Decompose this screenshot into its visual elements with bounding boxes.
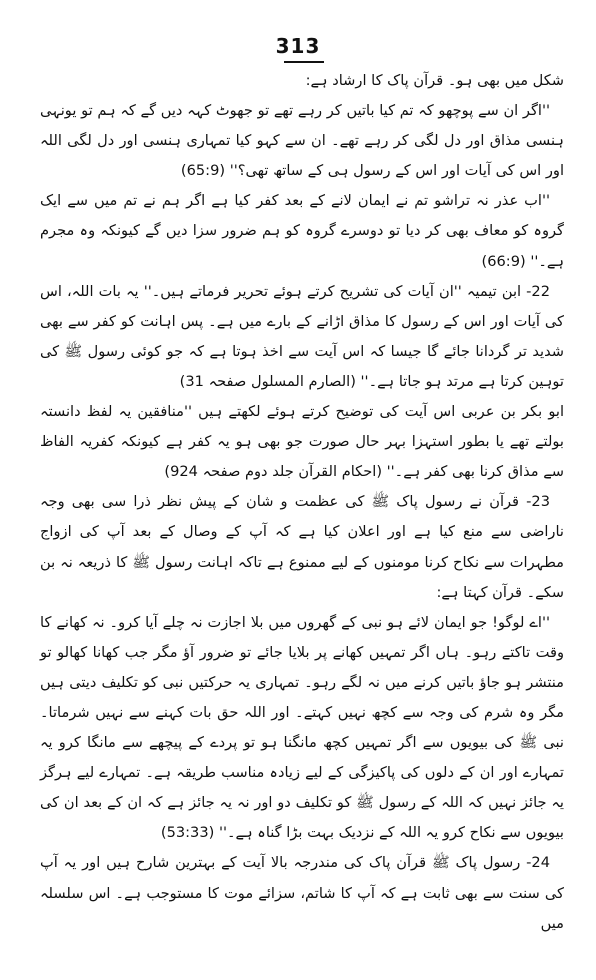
commentary-paragraph: ابو بکر بن عربی اس آیت کی توضیح کرتے ہوئے لکھتے ہیں ''منافقین یہ لفظ دانستہ بولتے تھے یا بطور استہزا بہر حال صورت جو بھی ہو یہ کفر ہے کیونکہ کفریہ الفاظ سے مذاق کرنا بھی کفر ہے۔'' (احکام القرآن جلد دوم صفحہ 924) xyxy=(40,403,564,481)
page-number-underline xyxy=(284,61,324,63)
intro-line: شکل میں بھی ہو۔ قرآن پاک کا ارشاد ہے: xyxy=(305,72,564,89)
page-number: 313 xyxy=(275,34,321,58)
numbered-paragraph-24: 24- رسول پاک ﷺ قرآن پاک کی مندرجہ بالا آیت کے بہترین شارح ہیں اور یہ آپ کی سنت سے بھی ثابت ہے کہ آپ کا شاتم، سزائے موت کا مستوجب ہے۔ اس سلسلہ میں xyxy=(40,854,564,932)
page-body xyxy=(40,66,564,939)
quran-quote-paragraph: ''اب عذر نہ تراشو تم نے ایمان لانے کے بعد کفر کیا ہے اگر ہم نے تم میں سے ایک گروہ کو معاف بھی کر دیا تو دوسرے گروہ کو ہم ضرور سزا دیں گے کیونکہ وہ مجرم ہے۔'' (66:9) xyxy=(40,192,564,270)
numbered-paragraph-22: 22- ابن تیمیہ ''ان آیات کی تشریح کرتے ہوئے تحریر فرماتے ہیں۔'' یہ بات اللہ، اس کی آیات اور اس کے رسول کا مذاق اڑانے کے بارے میں ہے۔ پس اہانت کو کفر سے بھی شدید تر گردانا جائے گا جیسا کہ اس آیت سے اخذ ہوتا ہے کہ جو کوئی رسول ﷺ کی توہین کرتا ہے مرتد ہو جاتا ہے۔'' (الصارم المسلول صفحہ 31) xyxy=(40,282,564,390)
quran-quote-paragraph: ''اے لوگو! جو ایمان لائے ہو نبی کے گھروں میں بلا اجازت نہ چلے آیا کرو۔ نہ کھانے کا وقت تاکتے رہو۔ ہاں اگر تمہیں کھانے پر بلایا جائے تو ضرور آؤ مگر جب کھانا کھالو تو منتشر ہو جاؤ باتیں کرنے میں نہ لگے رہو۔ تمہاری یہ حرکتیں نبی کو تکلیف دیتی ہیں مگر وہ شرم کی وجہ سے کچھ نہیں کہتے۔ اور اللہ حق بات کہنے سے نہیں شرماتا۔ نبی ﷺ کی بیویوں سے اگر تمہیں کچھ مانگنا ہو تو پردے کے پیچھے سے مانگا کرو یہ تمہارے اور ان کے دلوں کی پاکیزگی کے لیے زیادہ مناسب طریقہ ہے۔ تمہارے لیے ہرگز یہ جائز نہیں کہ اللہ کے رسول ﷺ کو تکلیف دو اور نہ یہ جائز ہے کہ ان کے بعد ان کی بیویوں سے نکاح کرو یہ اللہ کے نزدیک بہت بڑا گناہ ہے۔'' (53:33) xyxy=(40,613,564,842)
numbered-paragraph-23: 23- قرآن نے رسول پاک ﷺ کی عظمت و شان کے پیش نظر ذرا سی بھی وجہ ناراضی سے منع کیا ہے اور اعلان کیا ہے کہ آپ کے وصال کے بعد آپ کی ازواج مطہرات سے نکاح کرنا مومنوں کے لیے ممنوع ہے تاکہ اہانت رسول ﷺ کا ذریعہ نہ بن سکے۔ قرآن کہتا ہے: xyxy=(40,493,564,601)
quran-quote-paragraph: ''اگر ان سے پوچھو کہ تم کیا باتیں کر رہے تھے تو جھوٹ کہہ دیں گے کہ ہم تو یونہی ہنسی مذاق اور دل لگی کر رہے تھے۔ ان سے کہو کیا تمہاری ہنسی اور دل لگی اللہ اور اس کی آیات اور اس کے رسول ہی کے ساتھ تھی؟'' (65:9) xyxy=(40,102,564,180)
